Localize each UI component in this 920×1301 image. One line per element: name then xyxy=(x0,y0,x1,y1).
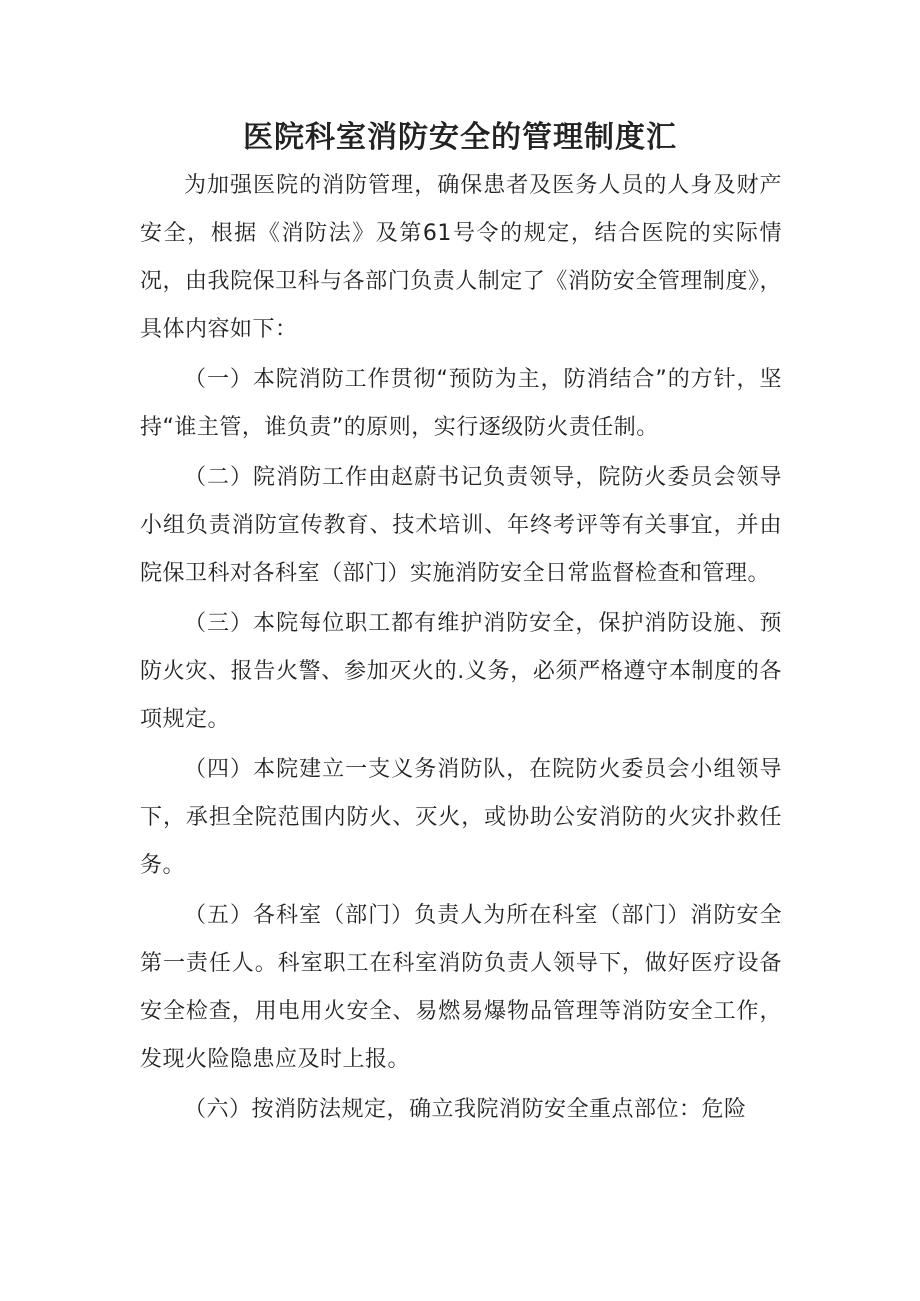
paragraph-5: （五）各科室（部门）负责人为所在科室（部门）消防安全第一责任人。科室职工在科室消防负责人领导下，做好医疗设备安全检查，用电用火安全、易燃易爆物品管理等消防安全工作，发现火险隐患应及时上报。 xyxy=(140,903,782,1072)
paragraph-4: （四）本院建立一支义务消防队，在院防火委员会小组领导下，承担全院范围内防火、灭火，或协助公安消防的火灾扑救任务。 xyxy=(140,757,782,878)
paragraph-2: （二）院消防工作由赵蔚书记负责领导，院防火委员会领导小组负责消防宣传教育、技术培训、年终考评等有关事宜，并由院保卫科对各科室（部门）实施消防安全日常监督检查和管理。 xyxy=(140,465,782,586)
paragraph-6: （六）按消防法规定，确立我院消防安全重点部位：危险 xyxy=(184,1097,747,1122)
paragraph-3: （三）本院每位职工都有维护消防安全，保护消防设施、预防火灾、报告火警、参加灭火的.义务，必须严格遵守本制度的各项规定。 xyxy=(140,611,782,732)
document-body xyxy=(140,162,782,1134)
document-title: 医院科室消防安全的管理制度汇 xyxy=(243,120,677,155)
paragraph-intro: 为加强医院的消防管理，确保患者及医务人员的人身及财产安全，根据《消防法》及第61号令的规定，结合医院的实际情况，由我院保卫科与各部门负责人制定了《消防安全管理制度》，具体内容如下： xyxy=(140,173,782,342)
paragraph-1: （一）本院消防工作贯彻“预防为主，防消结合”的方针，坚持“谁主管，谁负责”的原则，实行逐级防火责任制。 xyxy=(140,367,782,440)
